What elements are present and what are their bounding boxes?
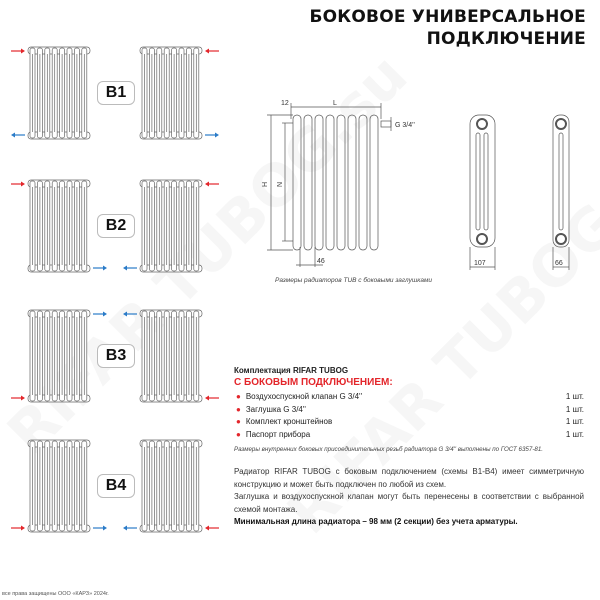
supply-arrow-icon xyxy=(205,526,219,531)
radiator-icon xyxy=(28,440,90,532)
radiator-icon xyxy=(140,310,202,402)
scheme-label-b4: B4 xyxy=(97,474,135,498)
dim-66: 66 xyxy=(555,260,563,267)
supply-arrow-icon xyxy=(11,526,25,531)
dim-107: 107 xyxy=(474,260,486,267)
scheme-label-b2: B2 xyxy=(97,214,135,238)
radiator-side-view-3col xyxy=(470,115,495,270)
return-arrow-icon xyxy=(123,266,137,271)
description-min-length: Минимальная длина радиатора – 98 мм (2 секции) без учета арматуры. xyxy=(234,517,518,526)
thread-label: G 3/4'' xyxy=(395,122,415,129)
supply-arrow-icon xyxy=(205,182,219,187)
dim-46: 46 xyxy=(317,258,325,265)
kit-item-qty: 1 шт. xyxy=(565,392,584,401)
supply-arrow-icon xyxy=(205,49,219,54)
dim-length: L xyxy=(333,100,337,107)
kit-item-qty: 1 шт. xyxy=(565,417,584,426)
kit-item-qty: 1 шт. xyxy=(565,429,584,439)
bullet-icon: ● xyxy=(236,404,241,414)
kit-list xyxy=(234,391,584,441)
return-arrow-icon xyxy=(93,312,107,317)
radiator-icon xyxy=(28,47,90,139)
description-p2: Заглушка и воздухоспускной клапан могут быть перенесены в соответствии с выбранной схемой монтажа. xyxy=(234,492,584,514)
return-arrow-icon xyxy=(123,312,137,317)
kit-item-name: Паспорт прибора xyxy=(245,429,311,439)
dim-12: 12 xyxy=(281,100,289,107)
dim-axis: N xyxy=(277,181,284,187)
return-arrow-icon xyxy=(205,133,219,138)
radiator-icon xyxy=(28,180,90,272)
drawing-caption: Размеры радиаторов TUB с боковыми заглушками xyxy=(275,277,433,284)
supply-arrow-icon xyxy=(11,396,25,401)
dimension-drawing xyxy=(245,95,600,275)
supply-arrow-icon xyxy=(11,49,25,54)
copyright: все права защищены ООО «КАРЗ» 2024г. xyxy=(2,591,109,597)
return-arrow-icon xyxy=(123,526,137,531)
return-arrow-icon xyxy=(11,133,25,138)
bullet-icon: ● xyxy=(236,392,241,401)
title-line-1: БОКОВОЕ УНИВЕРСАЛЬНОЕ xyxy=(309,7,586,27)
radiator-icon xyxy=(28,310,90,402)
kit-subheading: С БОКОВЫМ ПОДКЛЮЧЕНИЕМ: xyxy=(234,377,393,388)
kit-item-name: Комплект кронштейнов xyxy=(245,417,333,426)
radiator-side-view-2col xyxy=(553,115,569,270)
radiator-front-view xyxy=(267,103,391,267)
title-line-2: ПОДКЛЮЧЕНИЕ xyxy=(426,29,586,49)
dim-height: H xyxy=(262,181,269,187)
bullet-icon: ● xyxy=(236,417,241,426)
scheme-label-b1: B1 xyxy=(97,81,135,105)
kit-section xyxy=(234,366,584,453)
radiator-icon xyxy=(140,180,202,272)
return-arrow-icon xyxy=(93,526,107,531)
kit-item-name: Заглушка G 3/4'' xyxy=(245,404,306,414)
radiator-icon xyxy=(140,47,202,139)
scheme-label-b3: B3 xyxy=(97,344,135,368)
supply-arrow-icon xyxy=(11,182,25,187)
kit-item xyxy=(234,391,584,404)
connection-schemes xyxy=(0,0,240,580)
kit-heading: Комплектация RIFAR TUBOG xyxy=(234,366,349,375)
kit-item xyxy=(234,429,584,442)
kit-item xyxy=(234,404,584,417)
return-arrow-icon xyxy=(93,266,107,271)
kit-item-qty: 1 шт. xyxy=(565,404,584,414)
description-p1: Радиатор RIFAR TUBOG с боковым подключением (схемы B1-B4) имеет симметричную конструкцию и может быть подключен по любой из схем. xyxy=(234,467,584,489)
kit-note: Размеры внутренних боковых присоединительных резьб радиатора G 3/4'' выполнены по ГОСТ 6357-81. xyxy=(234,446,543,453)
description xyxy=(234,466,584,529)
page-title xyxy=(310,6,587,50)
kit-item-name: Воздухоспускной клапан G 3/4'' xyxy=(245,392,363,401)
bullet-icon: ● xyxy=(236,429,241,439)
kit-item xyxy=(234,416,584,429)
supply-arrow-icon xyxy=(205,396,219,401)
radiator-icon xyxy=(140,440,202,532)
